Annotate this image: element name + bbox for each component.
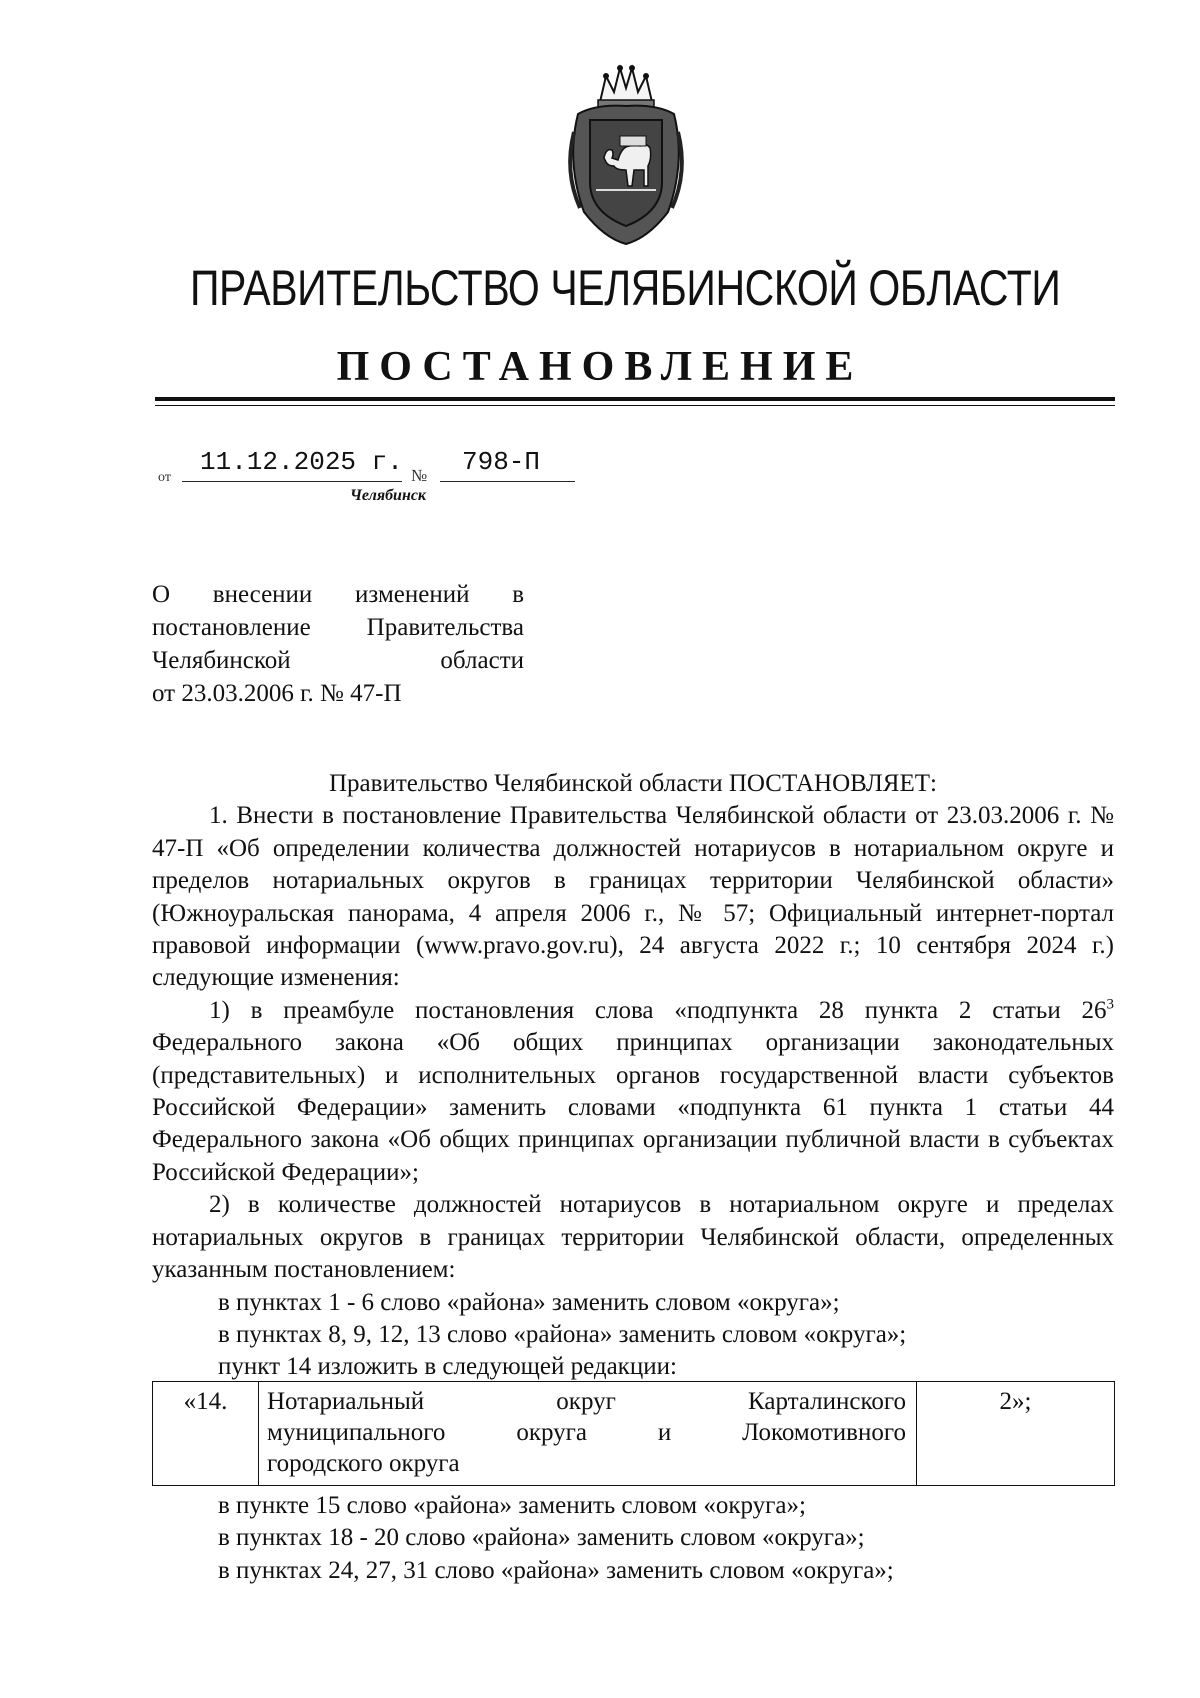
table-cell-name [259, 1382, 917, 1485]
item-1: 1. Внести в постановление Правительства Челябинской области от 23.03.2006 г. № 47-П «Об определении количества должностей нотариусов в нотариальном округе и пределов нотариальных округов в границах территории Челябинской области» (Южноуральская панорама, 4 апреля 2006 г., № 57; Официальный интернет-портал правовой информации (www.pravo.gov.ru), 24 августа 2022 г.; 10 сентября 2024 г.) следующие изменения: [152, 802, 1114, 992]
preamble: Правительство Челябинской области ПОСТАНОВЛЯЕТ: [329, 770, 937, 797]
date-prefix: от [158, 470, 171, 485]
change-line-b: в пунктах 8, 9, 12, 13 слово «района» заменить словом «округа»; [218, 1320, 907, 1348]
subject-line-3: Челябинской области [152, 647, 524, 674]
header-divider-thick [155, 397, 1115, 401]
sub-item-1-text-a: 1) в преамбуле постановления слова «подпункта 28 пункта 2 статьи 26 [209, 996, 1107, 1024]
organization-title: ПРАВИТЕЛЬСТВО ЧЕЛЯБИНСКОЙ ОБЛАСТИ [190, 260, 1061, 316]
change-line-e: в пунктах 18 - 20 слово «района» заменить словом «округа»; [218, 1524, 865, 1552]
subject-line-1: О внесении изменений в [152, 581, 524, 608]
table-name-line-1: Нотариальный округ Карталинского [267, 1388, 906, 1415]
amendment-table [152, 1381, 1115, 1486]
document-date: 11.12.2025 г. [200, 447, 403, 477]
number-prefix: № [411, 466, 428, 485]
change-line-f: в пунктах 24, 27, 31 слово «района» заменить словом «округа»; [218, 1556, 894, 1584]
sub-item-1-text-b: Федерального закона «Об общих принципах организации законодательных (представительных) и исполнительных органов государственной власти субъектов Российской Федерации» заменить словами «подпункта 61 пункта 1 статьи 44 Федерального закона «Об общих принципах организации публичной власти в субъектах Российской Федерации»; [152, 1029, 1114, 1186]
table-name-line-3: городского округа [267, 1450, 460, 1477]
header-divider-thin [155, 405, 1115, 406]
subject-line-4: от 23.03.2006 г. № 47-П [152, 680, 402, 707]
table-name-line-2: муниципального округа и Локомотивного [267, 1419, 906, 1446]
sub-item-1-superscript: 3 [1106, 996, 1114, 1013]
table-cell-count: 2»; [999, 1388, 1032, 1415]
document-type-title: ПОСТАНОВЛЕНИЕ [336, 344, 864, 390]
document-subject [152, 578, 524, 710]
city-label: Челябинск [349, 487, 427, 504]
document-tail [218, 1490, 1118, 1587]
subject-line-2: постановление Правительства [152, 614, 524, 641]
sub-item-2: 2) в количестве должностей нотариусов в нотариальном округе и пределах нотариальных округов в границах территории Челябинской области, определенных указанным постановлением: [152, 1191, 1114, 1284]
coat-of-arms-icon [560, 62, 692, 250]
number-underline [440, 481, 575, 482]
change-line-d: в пункте 15 слово «района» заменить словом «округа»; [218, 1492, 806, 1519]
change-line-c: пункт 14 изложить в следующей редакции: [218, 1353, 677, 1381]
date-underline [182, 481, 402, 482]
document-number: 798-П [462, 447, 541, 477]
change-line-a: в пунктах 1 - 6 слово «района» заменить словом «округа»; [218, 1288, 840, 1316]
table-cell-number: «14. [153, 1382, 259, 1485]
document-body [152, 768, 1114, 1384]
sub-item-1 [152, 995, 1114, 1189]
